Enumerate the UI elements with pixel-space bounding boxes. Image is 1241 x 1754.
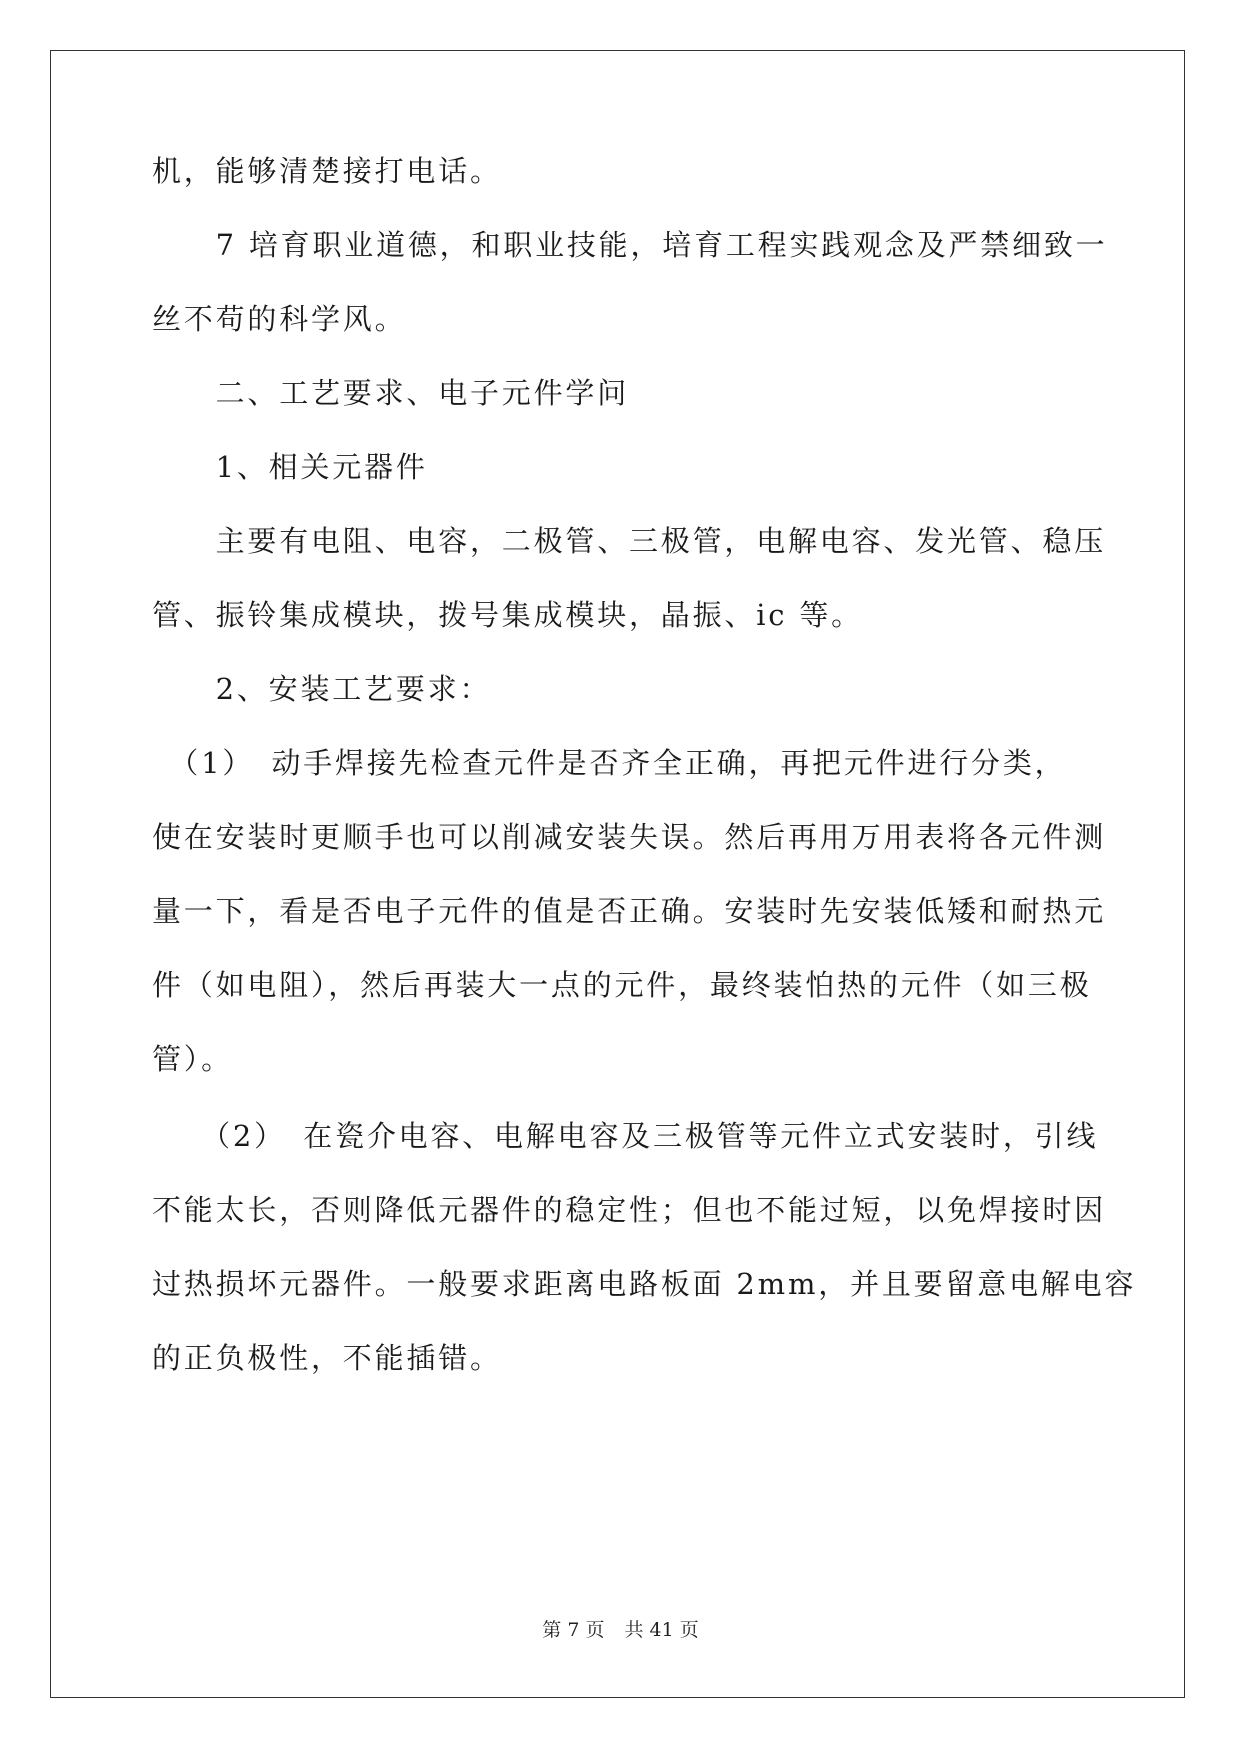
paragraph-line: 主要有电阻、电容，二极管、三极管，电解电容、发光管、稳压 (152, 524, 1107, 558)
paragraph-line: 使在安装时更顺手也可以削减安装失误。然后再用万用表将各元件测 (152, 820, 1107, 854)
paragraph-line: 机，能够清楚接打电话。 (152, 154, 502, 188)
page-number: 第 7 页 (542, 1619, 605, 1641)
paragraph-line: 的正负极性，不能插错。 (152, 1341, 502, 1375)
paragraph-line: 不能太长，否则降低元器件的稳定性；但也不能过短，以免焊接时因 (152, 1193, 1107, 1227)
paragraph-line: 过热损坏元器件。一般要求距离电路板面 2mm，并且要留意电解电容 (152, 1267, 1137, 1301)
paragraph-line: 量一下，看是否电子元件的值是否正确。安装时先安装低矮和耐热元 (152, 894, 1107, 928)
paragraph-line: 丝不苟的科学风。 (152, 302, 407, 336)
subsection-heading: 2、安装工艺要求： (152, 672, 492, 706)
paragraph-line: 件（如电阻），然后再装大一点的元件，最终装怕热的元件（如三极 (152, 968, 1092, 1002)
paragraph-line: （2） 在瓷介电容、电解电容及三极管等元件立式安装时，引线 (152, 1119, 1099, 1153)
page-footer (0, 1619, 1241, 1641)
page-border (50, 50, 1185, 1698)
paragraph-line: （1） 动手焊接先检查元件是否齐全正确，再把元件进行分类， (152, 746, 1067, 780)
section-heading: 二、工艺要求、电子元件学问 (152, 376, 630, 410)
page-total: 共 41 页 (624, 1619, 699, 1641)
paragraph-line: 管、振铃集成模块，拨号集成模块，晶振、ic 等。 (152, 598, 863, 632)
subsection-heading: 1、相关元器件 (152, 450, 428, 484)
paragraph-line: 7 培育职业道德，和职业技能，培育工程实践观念及严禁细致一 (152, 228, 1108, 262)
paragraph-line: 管）。 (152, 1042, 233, 1076)
